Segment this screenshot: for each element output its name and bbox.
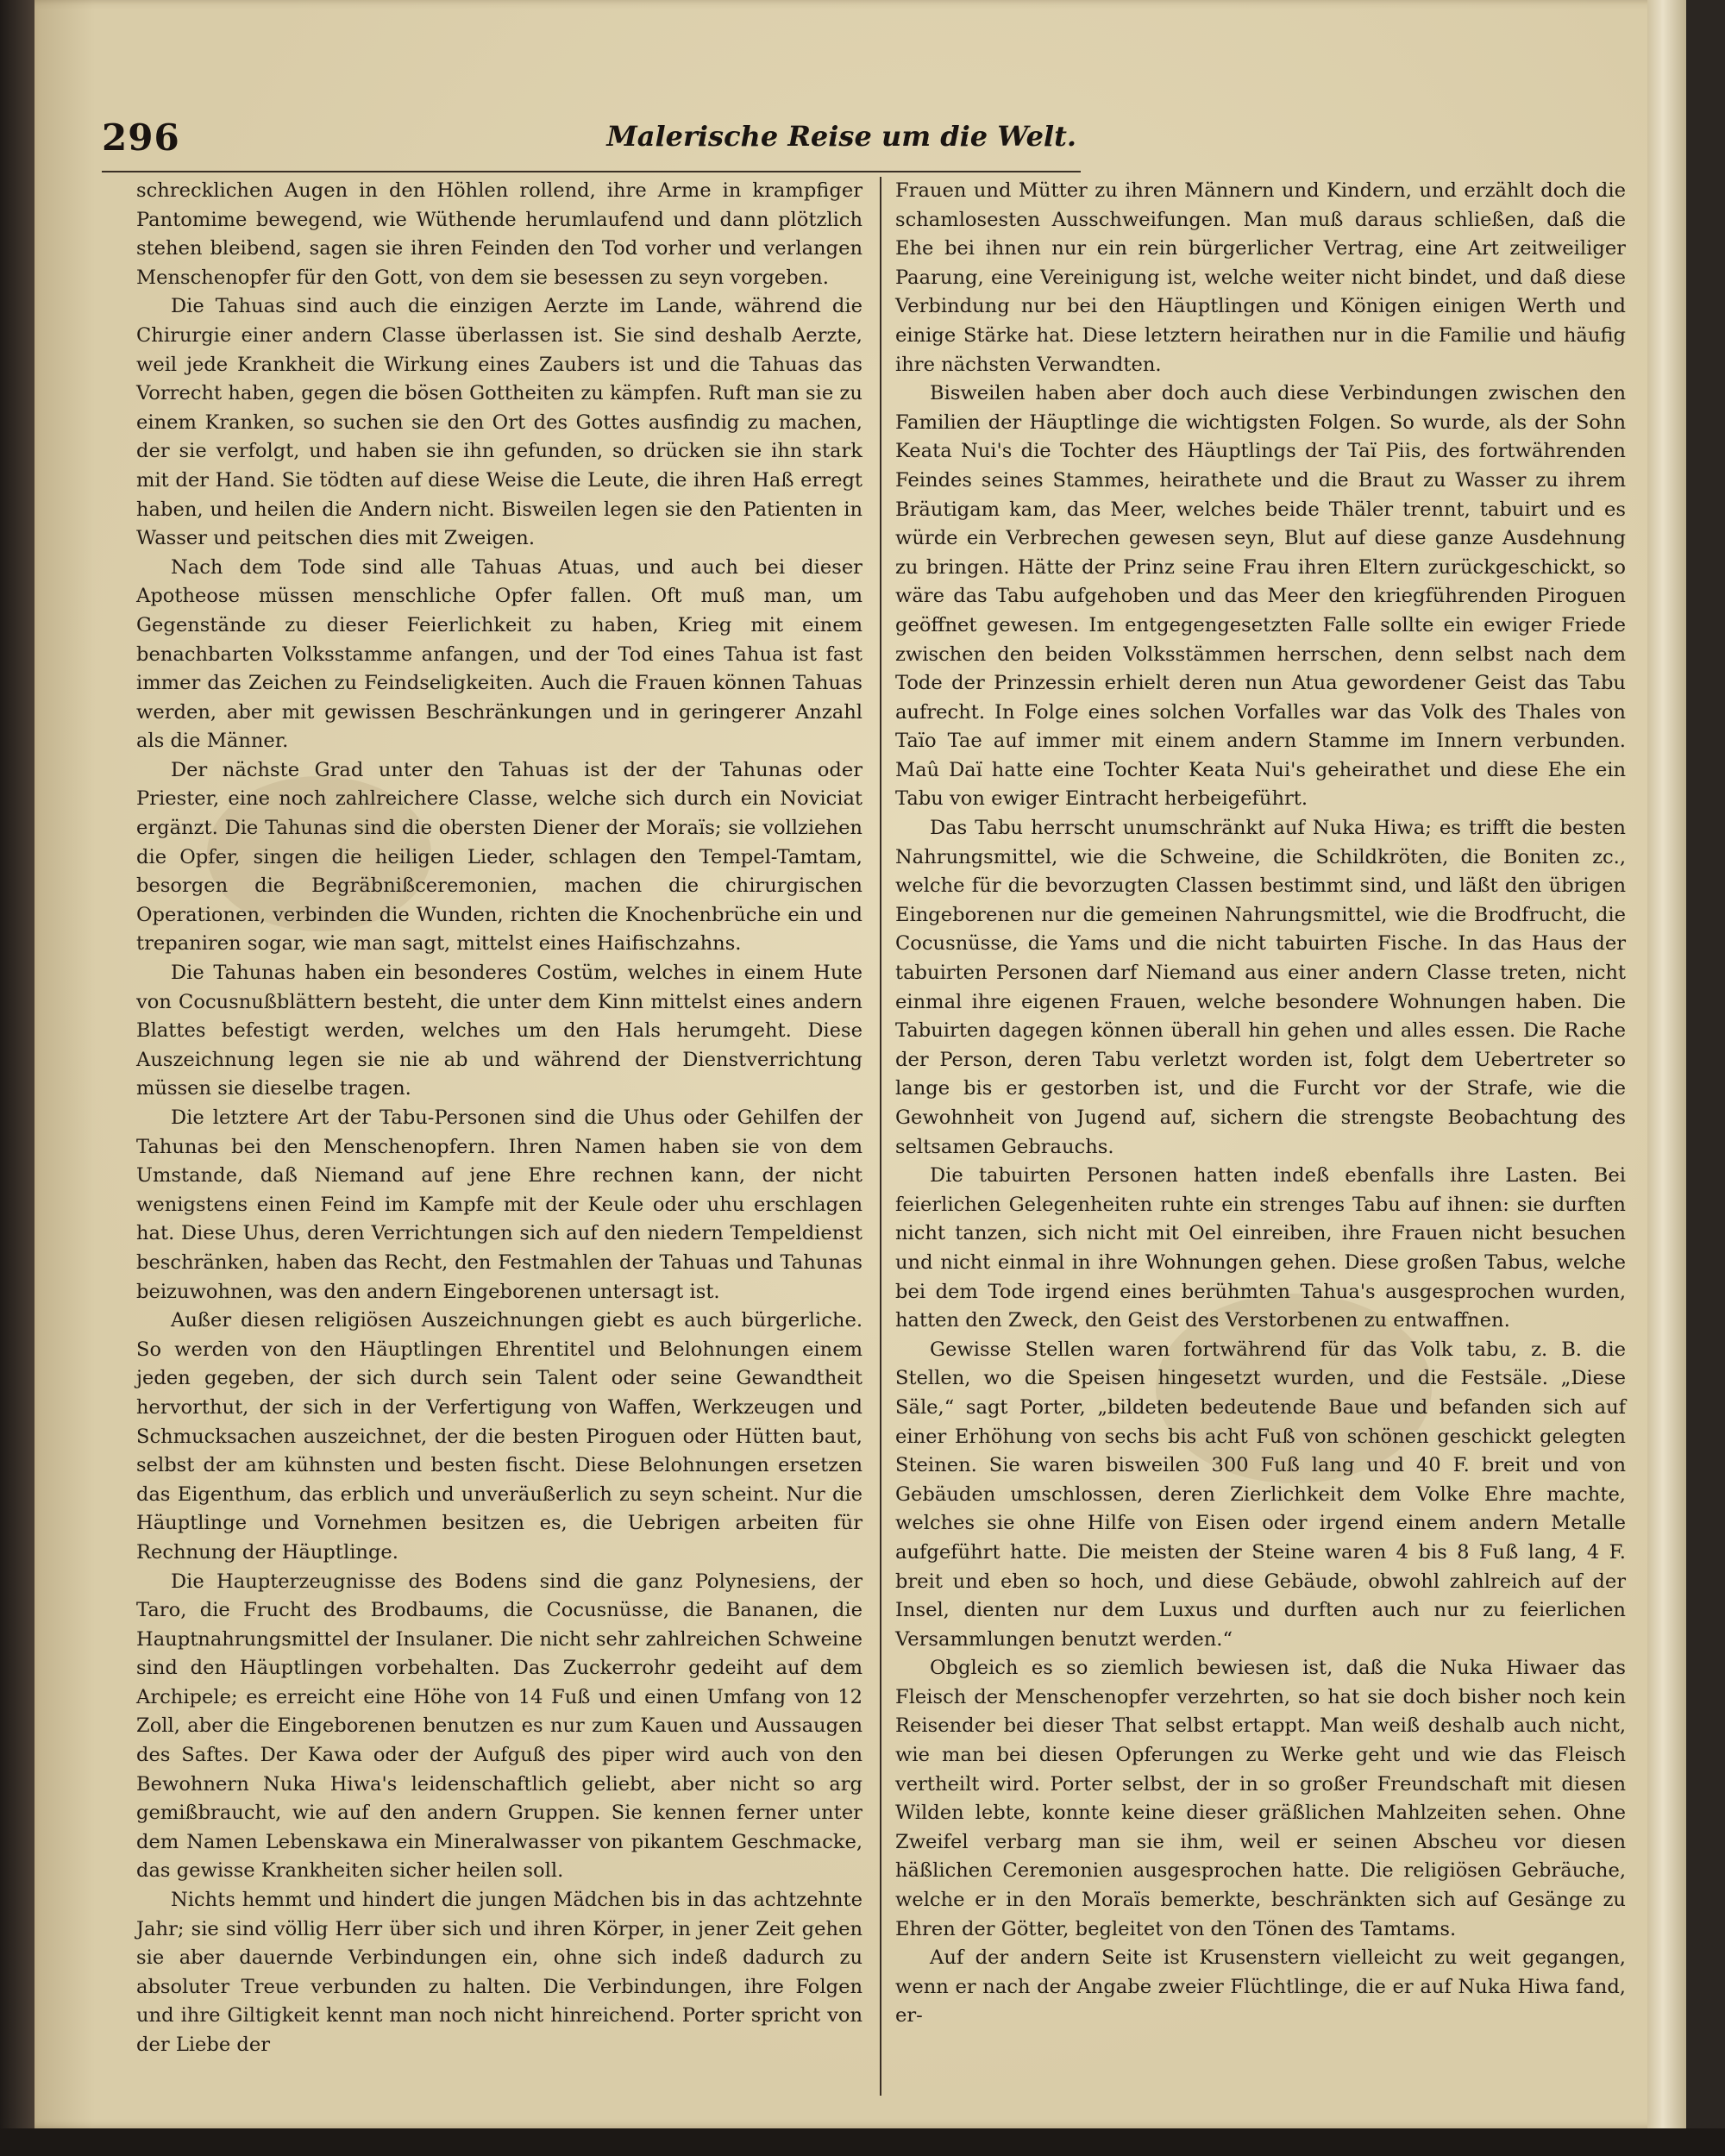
paragraph: Gewisse Stellen waren fortwährend für das Volk tabu, z. B. die Stellen, wo die Speisen hingesetzt wurden, und die Festsäle. „Diese Säle,“ sagt Porter, „bildeten bedeutende Baue und befanden sich auf einer Erhöhung von sechs bis acht Fuß von schönen geschickt gelegten Steinen. Sie waren bisweilen 300 Fuß lang und 40 F. breit und von Gebäuden umschlossen, deren Zierlichkeit dem Volke Ehre machte, welches sie ohne Hilfe von Eisen oder irgend einem andern Metalle aufgeführt hatte. Die meisten der Steine waren 4 bis 8 Fuß lang, 4 F. breit und eben so hoch, und diese Gebäude, obwohl zahlreich auf der Insel, dienten nur dem Luxus und durften auch nur zu feierlichen Versammlungen benutzt werden.“ (895, 1338, 1626, 1651)
paragraph: Der nächste Grad unter den Tahuas ist der der Tahunas oder Priester, eine noch zahlreichere Classe, welche sich durch ein Noviciat ergänzt. Die Tahunas sind die obersten Diener der Moraïs; sie vollziehen die Opfer, singen die heiligen Lieder, schlagen den Tempel-Tamtam, besorgen die Begräbnißceremonien, machen die chirurgischen Operationen, verbinden die Wunden, richten die Knochenbrüche ein und trepaniren sogar, wie man sagt, mittelst eines Haifischzahns. (136, 758, 862, 956)
paragraph: Frauen und Mütter zu ihren Männern und Kindern, und erzählt doch die schamlosesten Ausschweifungen. Man muß daraus schließen, daß die Ehe bei ihnen nur ein rein bürgerlicher Vertrag, eine Art zeitweiliger Paarung, eine Vereinigung ist, welche weiter nicht bindet, und daß diese Verbindung nur bei den Häuptlingen und Königen einigen Werth und einige Stärke hat. Diese letztern heirathen nur in die Familie und häufig ihre nächsten Verwandten. (895, 179, 1626, 376)
page-number: 296 (102, 116, 180, 159)
page-header (102, 116, 1076, 168)
paragraph: Die tabuirten Personen hatten indeß ebenfalls ihre Lasten. Bei feierlichen Gelegenheiten ruhte ein strenges Tabu auf ihnen: sie durften nicht tanzen, sich nicht mit Oel einreiben, ihre Frauen nicht besuchen und nicht einmal in ihre Wohnungen gehen. Diese großen Tabus, welche bei dem Tode irgend eines berühmten Tahua's ausgesprochen wurden, hatten den Zweck, den Geist des Verstorbenen zu entwaffnen. (895, 1164, 1626, 1332)
paragraph: Das Tabu herrscht unumschränkt auf Nuka Hiwa; es trifft die besten Nahrungsmittel, wie die Schweine, die Schildkröten, die Boniten zc., welche für die bevorzugten Classen bestimmt sind, und läßt den übrigen Eingeborenen nur die gemeinen Nahrungsmittel, wie die Brodfrucht, die Cocusnüsse, die Yams und die nicht tabuirten Fische. In das Haus der tabuirten Personen darf Niemand aus einer andern Classe treten, nicht einmal ihre eigenen Frauen, welche besondere Wohnungen haben. Die Tabuirten dagegen können überall hin gehen und alles essen. Die Rache der Person, deren Tabu verletzt worden ist, folgt dem Uebertreter so lange bis er gestorben ist, und die Furcht vor der Strafe, wie die Gewohnheit von Jugend auf, sichern die strengste Beobachtung des seltsamen Gebrauchs. (895, 817, 1626, 1158)
scan-border-bottom (0, 2128, 1725, 2156)
paragraph: Die Tahunas haben ein besonderes Costüm, welches in einem Hute von Cocusnußblättern besteht, die unter dem Kinn mittelst eines andern Blattes befestigt werden, welches um den Hals herumgeht. Diese Auszeichnung legen sie nie ab und während der Dienstverrichtung müssen sie dieselbe tragen. (136, 962, 862, 1100)
page-edge-stack (1647, 0, 1686, 2128)
paragraph: Die letztere Art der Tabu-Personen sind die Uhus oder Gehilfen der Tahunas bei den Menschenopfern. Ihren Namen haben sie von dem Umstande, daß Niemand auf jene Ehre rechnen kann, der nicht wenigstens einen Feind im Kampfe mit der Keule oder uhu erschlagen hat. Diese Uhus, deren Verrichtungen sich auf den niedern Tempeldienst beschränken, haben das Recht, den Festmahlen der Tahuas und Tahunas beizuwohnen, was den andern Eingeborenen untersagt ist. (136, 1106, 862, 1303)
paragraph: Bisweilen haben aber doch auch diese Verbindungen zwischen den Familien der Häuptlinge die wichtigsten Folgen. So wurde, als der Sohn Keata Nui's die Tochter des Häuptlings der Taï Piis, des fortwährenden Feindes seines Stammes, heirathete und die Braut zu Wasser zu ihrem Bräutigam kam, das Meer, welches beide Thäler trennt, tabuirt und es würde ein Verbrechen gewesen seyn, Blut auf diese ganze Ausdehnung zu bringen. Hätte der Prinz seine Frau ihren Eltern zurückgeschickt, so wäre das Tabu aufgehoben und das Meer den kriegführenden Piroguen geöffnet gewesen. Im entgegengesetzten Falle sollte ein ewiger Friede zwischen den beiden Volksstämmen herrschen, denn selbst nach dem Tode der Prinzessin erhielt deren nun Atua gewordener Geist das Tabu aufrecht. In Folge eines solchen Vorfalles war das Volk des Thales von Taïo Tae auf immer mit einem andern Stamme im Innern verbunden. Maû Daï hatte eine Tochter Keata Nui's geheirathet und diese Ehe ein Tabu von ewiger Eintracht herbeigeführt. (895, 382, 1626, 811)
paragraph: Nach dem Tode sind alle Tahuas Atuas, und auch bei dieser Apotheose müssen menschliche Opfer fallen. Oft muß man, um Gegenstände zu dieser Feierlichkeit zu haben, Krieg mit einem benachbarten Volksstamme anfangen, und der Tod eines Tahua ist fast immer das Zeichen zu Feindseligkeiten. Auch die Frauen können Tahuas werden, aber mit gewissen Beschränkungen und in geringerer Anzahl als die Männer. (136, 555, 862, 753)
paragraph: Nichts hemmt und hindert die jungen Mädchen bis in das achtzehnte Jahr; sie sind völlig Herr über sich und ihren Körper, in jener Zeit gehen sie aber dauernde Verbindungen ein, ohne sich indeß dadurch zu absoluter Treue verbunden zu halten. Die Verbindungen, ihre Folgen und ihre Giltigkeit kennt man noch nicht hinreichend. Porter spricht von der Liebe der (136, 1889, 862, 2056)
paragraph: Obgleich es so ziemlich bewiesen ist, daß die Nuka Hiwaer das Fleisch der Menschenopfer verzehrten, so hat sie doch bisher noch kein Reisender bei dieser That selbst ertappt. Man weiß deshalb auch nicht, wie man bei diesen Opferungen zu Werke geht und wie das Fleisch vertheilt wird. Porter selbst, der in so großer Freundschaft mit diesen Wilden lebte, konnte keine dieser gräßlichen Mahlzeiten sehen. Ohne Zweifel verbarg man sie ihm, weil er seinen Abscheu vor diesen häßlichen Ceremonien ausgesprochen hatte. Die religiösen Gebräuche, welche er in den Moraïs bemerkte, beschränkten sich auf Gesänge zu Ehren der Götter, begleitet von den Tönen des Tamtams. (895, 1657, 1626, 1940)
paragraph: Die Tahuas sind auch die einzigen Aerzte im Lande, während die Chirurgie einer andern Classe überlassen ist. Sie sind deshalb Aerzte, weil jede Krankheit die Wirkung eines Zaubers ist und die Tahuas das Vorrecht haben, gegen die bösen Gottheiten zu kämpfen. Ruft man sie zu einem Kranken, so suchen sie den Ort des Gottes ausfindig zu machen, der sie verfolgt, und haben sie ihn gefunden, so drücken sie ihn stark mit der Hand. Sie tödten auf diese Weise die Leute, die ihren Haß erregt haben, und heilen die Andern nicht. Bisweilen legen sie den Patienten in Wasser und peitschen dies mit Zweigen. (136, 295, 862, 550)
header-rule (102, 171, 1081, 172)
column-divider (880, 177, 881, 2096)
paragraph: Die Haupterzeugnisse des Bodens sind die ganz Polynesiens, der Taro, die Frucht des Brodbaums, die Cocusnüsse, die Bananen, die Hauptnahrungsmittel der Insulaner. Die nicht sehr zahlreichen Schweine sind den Häuptlingen vorbehalten. Das Zuckerrohr gedeiht auf dem Archipele; es erreicht eine Höhe von 14 Fuß und einen Umfang von 12 Zoll, aber die Eingeborenen benutzen es nur zum Kauen und Aussaugen des Saftes. Der Kawa oder der Aufguß des piper wird auch von den Bewohnern Nuka Hiwa's leidenschaftlich geliebt, aber nicht so arg gemißbraucht, wie auf den andern Gruppen. Sie kennen ferner unter dem Namen Lebenskawa ein Mineralwasser von pikantem Geschmacke, das gewisse Krankheiten sicher heilen soll. (136, 1570, 862, 1883)
paragraph: Auf der andern Seite ist Krusenstern vielleicht zu weit gegangen, wenn er nach der Angabe zweier Flüchtlinge, die er auf Nuka Hiwa fand, er- (895, 1946, 1626, 2028)
left-column (136, 177, 862, 2060)
paragraph: Außer diesen religiösen Auszeichnungen giebt es auch bürgerliche. So werden von den Häuptlingen Ehrentitel und Belohnungen einem jeden gegeben, der sich durch sein Talent oder seine Gewandtheit hervorthut, der sich in der Verfertigung von Waffen, Werkzeugen und Schmucksachen auszeichnet, der die besten Piroguen oder Hütten baut, selbst der am kühnsten und besten fischt. Diese Belohnungen ersetzen das Eigenthum, das erblich und unveräußerlich zu seyn scheint. Nur die Häuptlinge und Vornehmen besitzen es, die Uebrigen arbeiten für Rechnung der Häuptlinge. (136, 1309, 862, 1564)
paragraph: schrecklichen Augen in den Höhlen rollend, ihre Arme in krampfiger Pantomime bewegend, wie Wüthende herumlaufend und dann plötzlich stehen bleibend, sagen sie ihren Feinden den Tod vorher und verlangen Menschenopfer für den Gott, von dem sie besessen zu seyn vorgeben. (136, 179, 862, 289)
right-column (895, 177, 1626, 2031)
running-title: Malerische Reise um die Welt. (606, 120, 1076, 153)
binding-shadow (0, 0, 34, 2156)
